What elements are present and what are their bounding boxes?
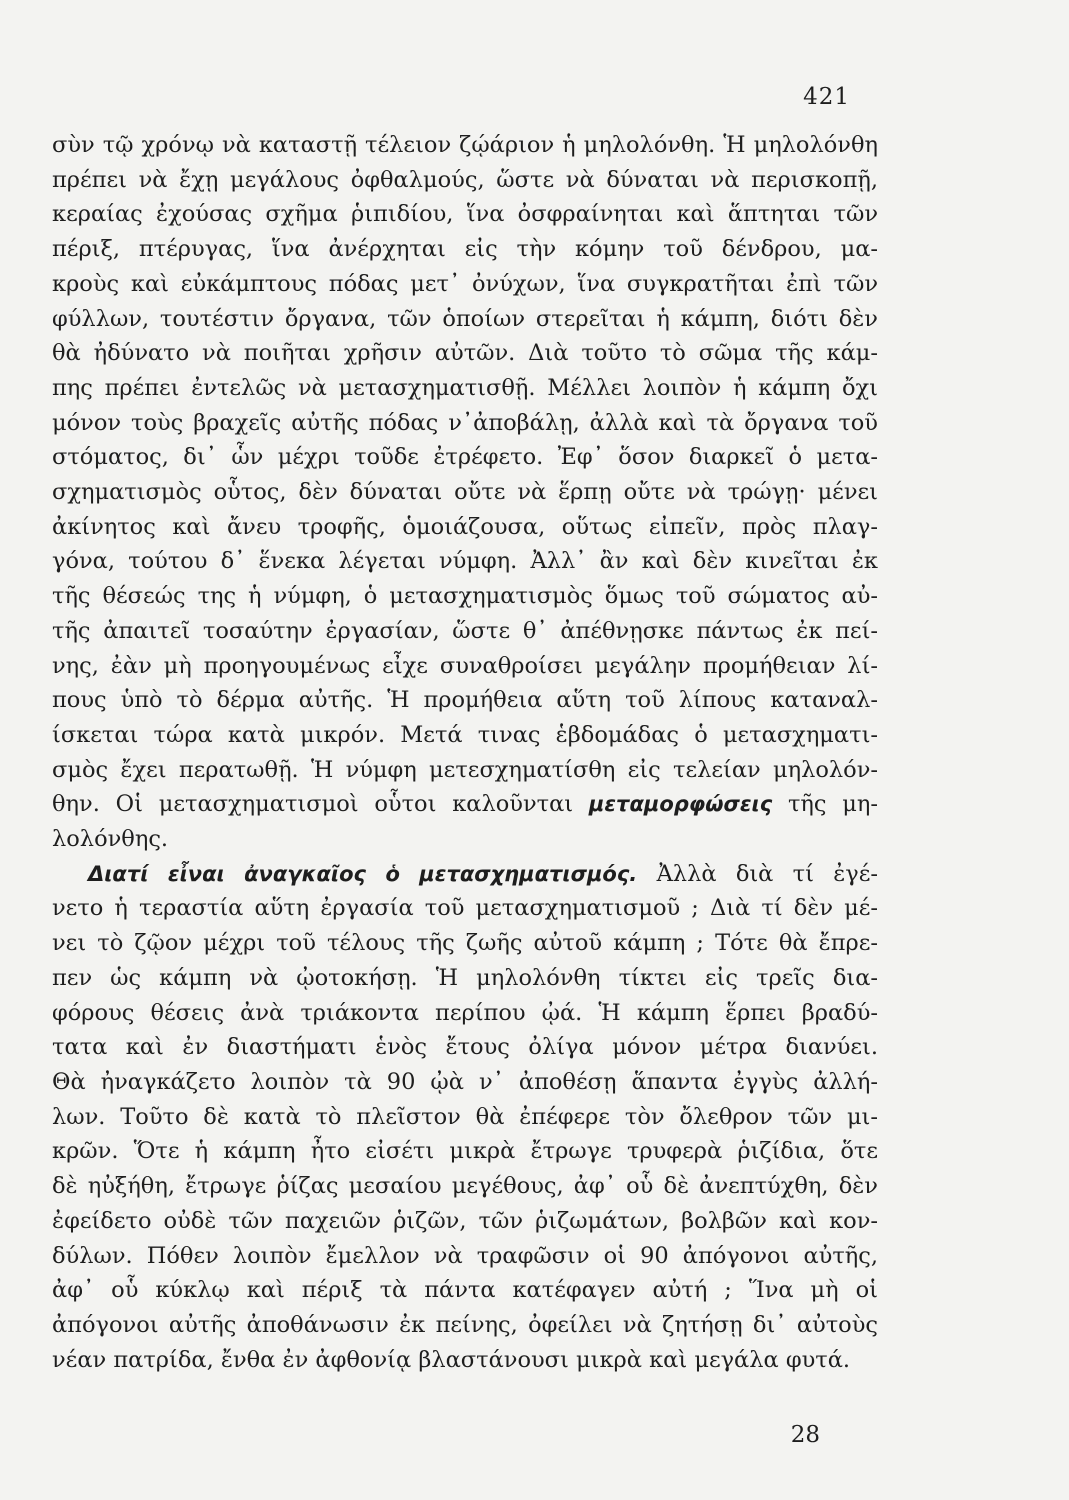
text-line: δὲ ηὐξήθη, ἔτρωγε ῥίζας μεσαίου μεγέθους, ἀφ᾽ οὗ δὲ ἀνεπτύχθη, δὲν [52,1173,878,1200]
text-line: σχηματισμὸς οὗτος, δὲν δύναται οὔτε νὰ ἕρπῃ οὔτε νὰ τρώγῃ· μένει [52,479,878,506]
paragraph-2 [52,857,878,1378]
text-line: κροὺς καὶ εὐκάμπτους πόδας μετ᾽ ὀνύχων, ἵνα συγκρατῆται ἐπὶ τῶν [52,270,878,297]
text-line: ἀπόγονοι αὐτῆς ἀποθάνωσιν ἐκ πείνης, ὀφείλει νὰ ζητήσῃ δι᾽ αὐτοὺς [52,1311,878,1338]
text-line: μόνον τοὺς βραχεῖς αὐτῆς πόδας ν᾽ἀποβάλῃ, ἀλλὰ καὶ τὰ ὄργανα τοῦ [52,409,878,436]
text-line: σὺν τῷ χρόνῳ νὰ καταστῇ τέλειον ζῴάριον ἡ μηλολόνθη. Ἡ μηλολόνθη [52,132,878,158]
text-line: ίσκεται τώρα κατὰ μικρόν. Μετά τινας ἑβδομάδας ὁ μετασχηματι- [52,721,878,748]
text-line: τατα καὶ ἐν διαστήματι ἑνὸς ἔτους ὀλίγα μόνον μέτρα διανύει. [52,1034,878,1061]
text-line: θὰ ἠδύνατο νὰ ποιῆται χρῆσιν αὐτῶν. Διὰ τοῦτο τὸ σῶμα τῆς κάμ- [52,340,878,367]
text-line: πους ὑπὸ τὸ δέρμα αὐτῆς. Ἡ προμήθεια αὕτη τοῦ λίπους καταναλ- [52,687,878,714]
text-line: πρέπει νὰ ἔχῃ μεγάλους ὀφθαλμούς, ὥστε νὰ δύναται νὰ περισκοπῇ, [52,166,878,193]
text-line: τῆς θέσεώς της ἡ νύμφη, ὁ μετασχηματισμὸς ὅμως τοῦ σώματος αὐ- [52,583,878,610]
signature-mark: 28 [790,1422,820,1448]
text-line: πεν ὡς κάμπη νὰ ᾠοτοκήσῃ. Ἡ μηλολόνθη τίκτει εἰς τρεῖς δια- [52,964,878,991]
text-line: φύλλων, τουτέστιν ὄργανα, τῶν ὁποίων στερεῖται ἡ κάμπη, διότι δὲν [52,305,878,332]
text-line: πης πρέπει ἐντελῶς νὰ μετασχηματισθῇ. Μέλλει λοιπὸν ἡ κάμπη ὄχι [52,374,878,401]
text-line: νης, ἐὰν μὴ προηγουμένως εἶχε συναθροίσει μεγάλην προμήθειαν λί- [52,652,878,679]
text-line: νέαν πατρίδα, ἔνθα ἐν ἀφθονίᾳ βλαστάνουσι μικρὰ καὶ μεγάλα φυτά. [52,1346,851,1373]
paragraph-1 [52,128,878,857]
text-line: φόρους θέσεις ἀνὰ τριάκοντα περίπου ᾠά. Ἡ κάμπη ἕρπει βραδύ- [52,999,878,1026]
text-line: δύλων. Πόθεν λοιπὸν ἔμελλον νὰ τραφῶσιν οἱ 90 ἀπόγονοι αὐτῆς, [52,1242,878,1269]
text-line: λων. Τοῦτο δὲ κατὰ τὸ πλεῖστον θὰ ἐπέφερε τὸν ὄλεθρον τῶν μι- [52,1103,878,1130]
text-line: τῆς ἀπαιτεῖ τοσαύτην ἐργασίαν, ὥστε θ᾽ ἀπέθνῃσκε πάντως ἐκ πεί- [52,617,878,644]
section-heading-line [52,857,878,892]
text-line: κεραίας ἐχούσας σχῆμα ῥιπιδίου, ἵνα ὀσφραίνηται καὶ ἅπτηται τῶν [52,201,878,228]
text-line: ἀφ᾽ οὗ κύκλῳ καὶ πέριξ τὰ πάντα κατέφαγεν αὐτή ; Ἵνα μὴ οἱ [52,1277,878,1304]
text-line: Θὰ ἠναγκάζετο λοιπὸν τὰ 90 ᾠὰ ν᾽ ἀποθέσῃ ἅπαντα ἐγγὺς ἀλλή- [52,1068,878,1095]
text-fragment: θην. Οἱ μετασχηματισμοὶ οὗτοι καλοῦνται [52,791,574,818]
text-fragment: Ἀλλὰ διὰ τί ἐγέ- [656,860,878,887]
body-text [52,128,878,1377]
text-line: γόνα, τούτου δ᾽ ἕνεκα λέγεται νύμφη. Ἀλλ᾽ ἂν καὶ δὲν κινεῖται ἐκ [52,548,878,575]
text-line: στόματος, δι᾽ ὧν μέχρι τοῦδε ἐτρέφετο. Ἐφ᾽ ὅσον διαρκεῖ ὁ μετα- [52,444,878,471]
text-line: σμὸς ἔχει περατωθῇ. Ἡ νύμφη μετεσχηματίσθη εἰς τελείαν μηλολόν- [52,756,878,783]
text-line: κρῶν. Ὅτε ἡ κάμπη ἦτο εἰσέτι μικρὰ ἔτρωγε τρυφερὰ ῥιζίδια, ὅτε [52,1138,878,1165]
text-line: ἀκίνητος καὶ ἄνευ τροφῆς, ὁμοιάζουσα, οὕτως εἰπεῖν, πρὸς πλαγ- [52,513,878,540]
text-line: νετο ἡ τεραστία αὕτη ἐργασία τοῦ μετασχηματισμοῦ ; Διὰ τί δὲν μέ- [52,895,878,922]
text-line: λολόνθης. [52,826,169,853]
page-number: 421 [803,84,850,110]
text-fragment: τῆς μη- [787,791,879,818]
section-heading: Διατί εἶναι ἀναγκαῖος ὁ μετασχηματισμός. [88,861,638,886]
text-line: πέριξ, πτέρυγας, ἵνα ἀνέρχηται εἰς τὴν κόμην τοῦ δένδρου, μα- [52,236,878,263]
text-line: νει τὸ ζῷον μέχρι τοῦ τέλους τῆς ζωῆς αὐτοῦ κάμπη ; Τότε θὰ ἔπρε- [52,930,878,957]
text-line-with-emphasis [52,787,878,822]
emphasized-term: μεταμορφώσεις [588,792,773,817]
text-line: ἐφείδετο οὐδὲ τῶν παχειῶν ῥιζῶν, τῶν ῥιζωμάτων, βολβῶν καὶ κον- [52,1207,878,1234]
